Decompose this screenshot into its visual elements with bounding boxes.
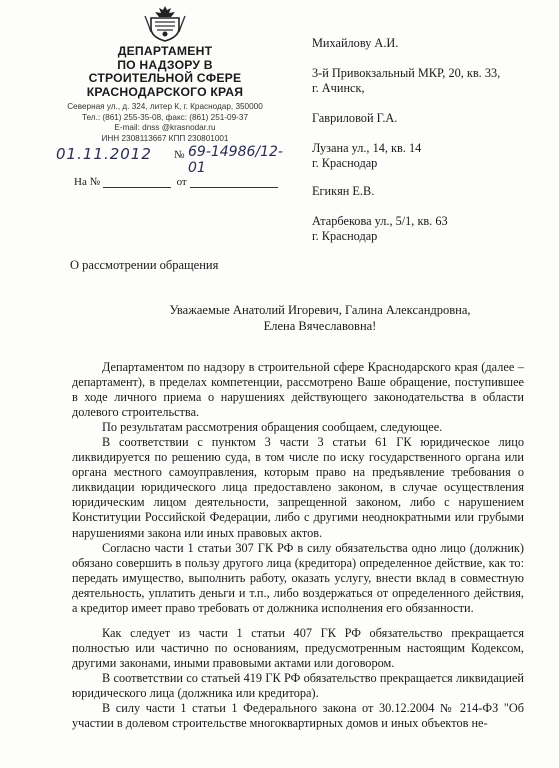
- addressee-address-line: г. Краснодар: [312, 156, 378, 170]
- body-paragraph: Согласно части 1 статьи 307 ГК РФ в силу обязательства одно лицо (должник) обязано совершить в пользу другого лица (кредитора) определенное действие, как то: передать имущество, выполнить работу, оказать услугу, внести вклад в совместную деятельность, уплатить деньги и т.п., либо воздержаться от определенного действия, а кредитор имеет право требовать от должника исполнения его обязанности.: [72, 540, 524, 615]
- addressee-address-line: 3-й Привокзальный МКР, 20, кв. 33,: [312, 66, 501, 80]
- letter-body: [72, 360, 524, 731]
- department-name-line: ДЕПАРТАМЕНТ: [117, 44, 213, 58]
- department-name-line: КРАСНОДАРСКОГО КРАЯ: [86, 84, 244, 99]
- body-paragraph: По результатам рассмотрения обращения сообщаем, следующее.: [102, 420, 443, 435]
- contact-email: E-mail: dnss @krasnodar.ru: [114, 123, 216, 132]
- contact-tax-ids: ИНН 2308113667 КПП 230801001: [101, 133, 229, 143]
- addressee-name: Михайлову А.И.: [312, 36, 399, 50]
- contact-address: Северная ул., д. 324, литер К, г. Краснодар, 350000: [67, 102, 263, 111]
- body-paragraph: Как следует из части 1 статьи 407 ГК РФ обязательство прекращается полностью или частично по основаниям, предусмотренным настоящим Кодексом, другими законами, иными правовыми актами или договором.: [72, 625, 524, 670]
- reference-number-blank: [103, 177, 171, 188]
- greeting-line: Уважаемые Анатолий Игоревич, Галина Александровна,: [169, 303, 471, 317]
- addressee-address-line: Лузана ул., 14, кв. 14: [312, 141, 422, 155]
- letter-greeting: [120, 302, 520, 334]
- registration-line: [56, 144, 296, 176]
- body-paragraph: В соответствии со статьей 419 ГК РФ обязательство прекращается ликвидацией юридического лица (должника или кредитора).: [72, 670, 524, 700]
- reference-from-label: от: [176, 176, 187, 188]
- registration-date: 01.11.2012: [56, 145, 152, 163]
- contact-phone: Тел.: (861) 255-35-08, факс: (861) 251-09-37: [81, 112, 248, 122]
- addressee-address-line: Атарбекова ул., 5/1, кв. 63: [312, 214, 448, 228]
- reference-line: [74, 176, 278, 188]
- addressee-name: Егикян Е.В.: [312, 184, 375, 198]
- body-paragraph: Департаментом по надзору в строительной сфере Краснодарского края (далее – департамент), в пределах компетенции, рассмотрено Ваше обращение, поступившее в ходе личного приема о нарушениях действующего законодательства в области долевого строительства.: [72, 360, 524, 420]
- letter-subject: О рассмотрении обращения: [70, 258, 219, 272]
- reference-on-label: На №: [74, 176, 101, 188]
- addressee-address-line: г. Ачинск,: [312, 81, 365, 95]
- registration-number-label: №: [174, 149, 185, 161]
- department-name-line: ПО НАДЗОРУ В: [117, 57, 213, 72]
- addressee-address-line: г. Краснодар: [312, 229, 378, 243]
- registration-number: 69-14986/12-01: [188, 144, 283, 176]
- body-paragraph: В соответствии с пунктом 3 части 3 статьи 61 ГК юридическое лицо ликвидируется по решению суда, в том числе по иску государственного органа или органа местного самоуправления, которым право на предъявление требования о ликвидации юридического лица предоставлено законом, в случае осуществления юридическим лицом деятельности, запрещенной законом, либо с нарушением Конституции Российской Федерации, либо с другими неоднократными или грубыми нарушениями закона или иных правовых актов.: [72, 435, 524, 540]
- greeting-line: Елена Вячеславовна!: [263, 319, 377, 333]
- letterhead: [60, 4, 270, 144]
- reference-date-blank: [190, 177, 278, 188]
- addressee-name: Гавриловой Г.А.: [312, 111, 398, 125]
- department-contacts: [60, 102, 270, 144]
- coat-of-arms-icon: [141, 4, 189, 42]
- body-paragraph: В силу части 1 статьи 1 Федерального закона от 30.12.2004 № 214-ФЗ "Об участии в долевом строительстве многоквартирных домов и иных объектов не-: [72, 701, 524, 731]
- department-name: [60, 45, 270, 99]
- department-name-line: СТРОИТЕЛЬНОЙ СФЕРЕ: [88, 71, 242, 85]
